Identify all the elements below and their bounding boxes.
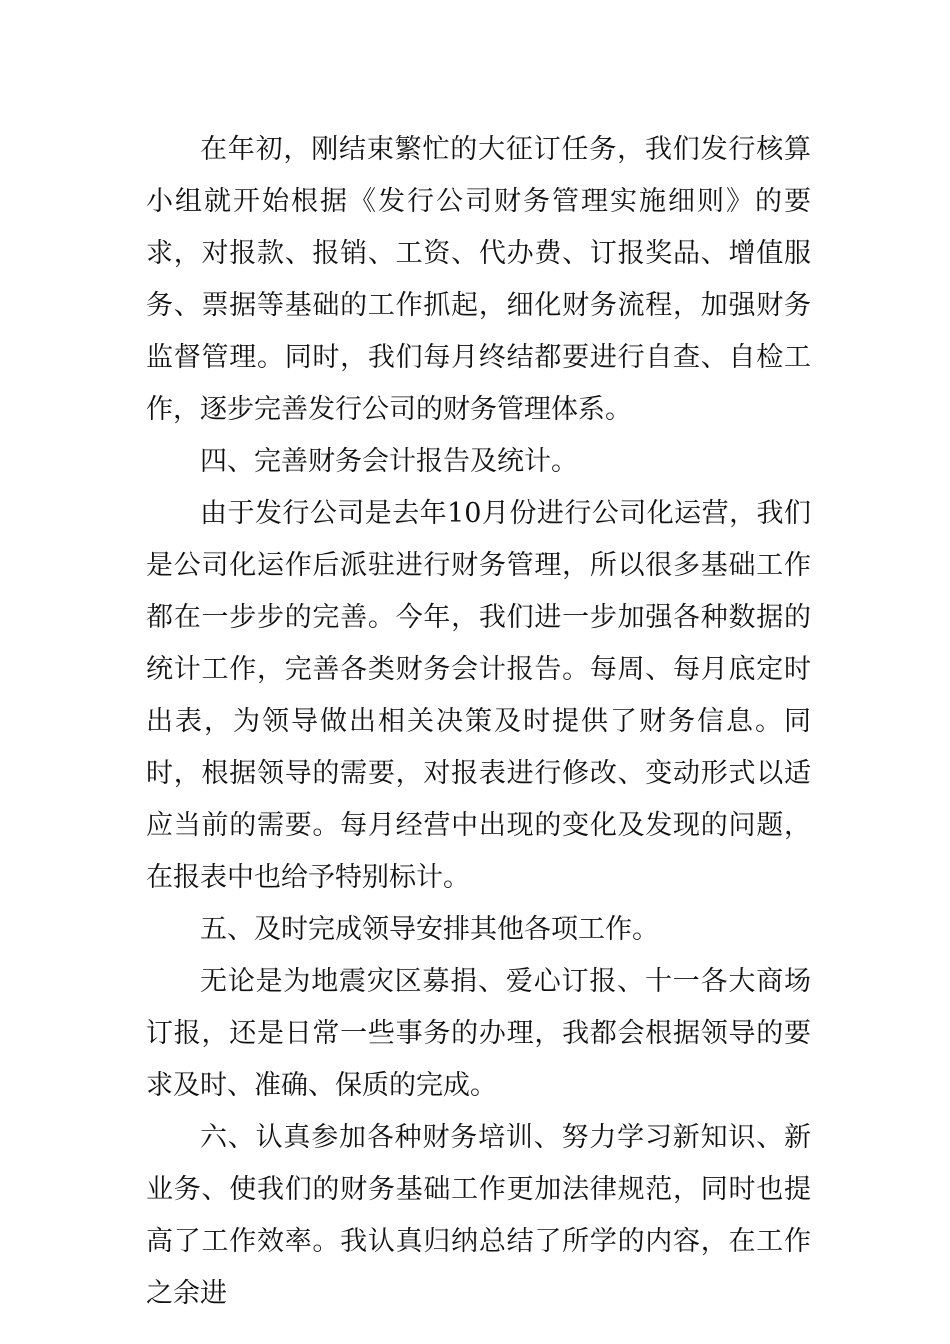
paragraph-statistics-reports: 由于发行公司是去年10月份进行公司化运营，我们是公司化运作后派驻进行财务管理，所以很多基础工作都在一步步的完善。今年，我们进一步加强各种数据的统计工作，完善各类财务会计报告。每周、每月底定时出表，为领导做出相关决策及时提供了财务信息。同时，根据领导的需要，对报表进行修改、变动形式以适应当前的需要。每月经营中出现的变化及发现的问题，在报表中也给予特别标计。: [146, 498, 811, 893]
heading-section-five: 五、及时完成领导安排其他各项工作。: [200, 914, 659, 945]
paragraph-financial-management: 在年初，刚结束繁忙的大征订任务，我们发行核算小组就开始根据《发行公司财务管理实施细则》的要求，对报款、报销、工资、代办费、订报奖品、增值服务、票据等基础的工作抓起，细化财务流程，加强财务监督管理。同时，我们每月终结都要进行自查、自检工作，逐步完善发行公司的财务管理体系。: [146, 134, 811, 425]
document-body: [146, 124, 811, 1320]
paragraph-section-six-training: 六、认真参加各种财务培训、努力学习新知识、新业务、使我们的财务基础工作更加法律规范，同时也提高了工作效率。我认真归纳总结了所学的内容，在工作之余进: [146, 1122, 811, 1309]
paragraph-other-tasks: 无论是为地震灾区募捐、爱心订报、十一各大商场订报，还是日常一些事务的办理，我都会根据领导的要求及时、准确、保质的完成。: [146, 966, 811, 1101]
heading-section-four: 四、完善财务会计报告及统计。: [200, 446, 578, 477]
